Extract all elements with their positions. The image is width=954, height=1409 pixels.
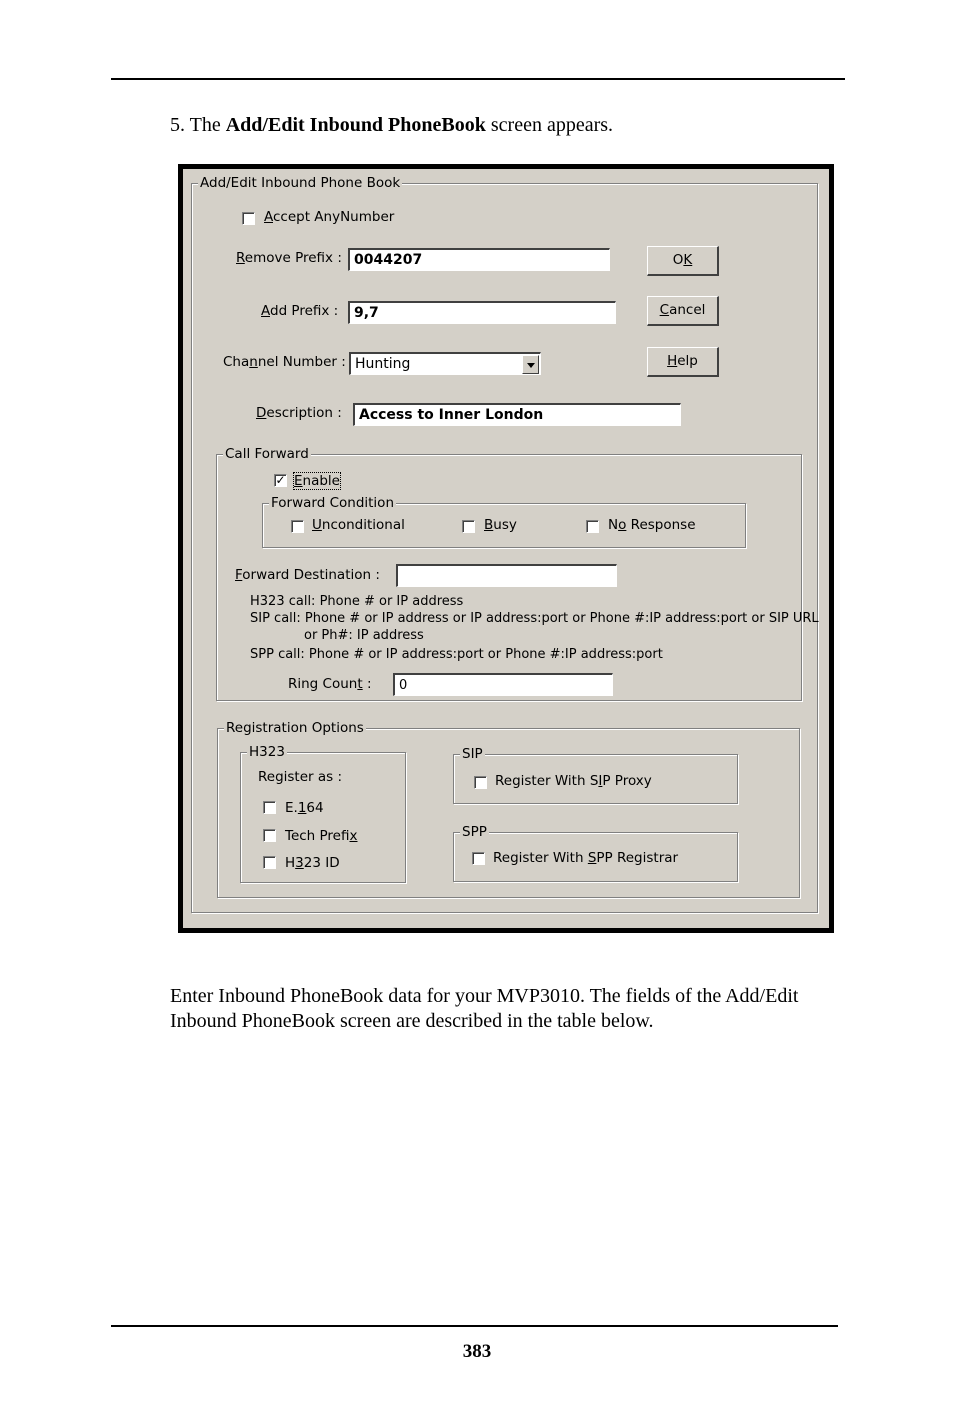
dialog-screenshot	[178, 164, 834, 933]
sip-call-hint: SIP call: Phone # or IP address or IP address:port or Phone #:IP address:port or SIP URL	[250, 611, 819, 626]
register-as-label: Register as :	[258, 769, 343, 785]
forward-destination-label: Forward Destination :	[235, 567, 380, 583]
register-sip-proxy-label: Register With SIP Proxy	[495, 773, 652, 789]
description-input[interactable]: Access to Inner London	[353, 403, 681, 426]
e164-checkbox[interactable]	[263, 801, 276, 814]
channel-number-select[interactable]	[349, 352, 541, 375]
no-response-checkbox[interactable]	[586, 520, 599, 533]
add-prefix-input[interactable]: 9,7	[348, 301, 616, 324]
enable-checkbox[interactable]	[274, 474, 287, 487]
registration-options-legend: Registration Options	[226, 720, 364, 736]
accept-any-number-label: Accept AnyNumber	[264, 209, 395, 225]
unconditional-checkbox[interactable]	[291, 520, 304, 533]
sip-legend: SIP	[462, 746, 483, 762]
busy-label: Busy	[484, 517, 517, 533]
ok-button[interactable]: OK	[647, 246, 719, 276]
h323-id-checkbox[interactable]	[263, 856, 276, 869]
register-sip-proxy-checkbox[interactable]	[474, 776, 487, 789]
h323-id-label: H323 ID	[285, 855, 340, 871]
main-group-legend: Add/Edit Inbound Phone Book	[200, 175, 401, 191]
forward-condition-legend: Forward Condition	[271, 495, 395, 511]
h323-legend: H323	[249, 744, 285, 760]
add-prefix-label: Add Prefix :	[261, 303, 339, 319]
ring-count-label: Ring Count :	[288, 676, 372, 692]
step-number: 5.	[170, 114, 185, 136]
forward-destination-input[interactable]	[396, 564, 617, 587]
tech-prefix-label: Tech Prefix	[285, 828, 358, 844]
step-screen-name: Add/Edit Inbound PhoneBook	[225, 114, 486, 136]
call-forward-legend: Call Forward	[225, 446, 309, 462]
h323-call-hint: H323 call: Phone # or IP address	[250, 594, 464, 609]
e164-label: E.164	[285, 800, 324, 816]
footer-rule	[111, 1325, 838, 1327]
description-label: Description :	[256, 405, 342, 421]
unconditional-label: Unconditional	[312, 517, 405, 533]
page-number: 383	[462, 1341, 492, 1362]
sip-call-hint-continued: or Ph#: IP address	[304, 628, 424, 643]
remove-prefix-input[interactable]: 0044207	[348, 248, 610, 271]
spp-legend: SPP	[462, 824, 487, 840]
register-spp-registrar-label: Register With SPP Registrar	[493, 850, 679, 866]
cancel-button[interactable]: Cancel	[647, 296, 719, 326]
channel-number-label: Channel Number :	[223, 354, 346, 370]
accept-any-number-checkbox[interactable]	[242, 212, 255, 225]
no-response-label: No Response	[608, 517, 696, 533]
help-button[interactable]: Help	[647, 347, 719, 377]
step-prefix: The	[189, 114, 221, 136]
channel-number-value: Hunting	[355, 356, 411, 372]
chevron-down-icon[interactable]	[522, 355, 539, 374]
ring-count-input[interactable]: 0	[393, 673, 613, 696]
register-spp-registrar-checkbox[interactable]	[472, 852, 485, 865]
step-instruction	[170, 114, 613, 137]
remove-prefix-label: Remove Prefix :	[236, 250, 342, 266]
body-paragraph: Enter Inbound PhoneBook data for your MVP3010. The fields of the Add/Edit Inbound PhoneBook screen are described in the table below.	[170, 985, 799, 1032]
step-suffix: screen appears.	[490, 114, 614, 136]
header-rule	[111, 78, 845, 80]
tech-prefix-checkbox[interactable]	[263, 829, 276, 842]
check-icon: ✓	[275, 473, 286, 487]
busy-checkbox[interactable]	[462, 520, 475, 533]
enable-label: Enable	[294, 473, 340, 489]
spp-call-hint: SPP call: Phone # or IP address:port or Phone #:IP address:port	[250, 647, 663, 662]
